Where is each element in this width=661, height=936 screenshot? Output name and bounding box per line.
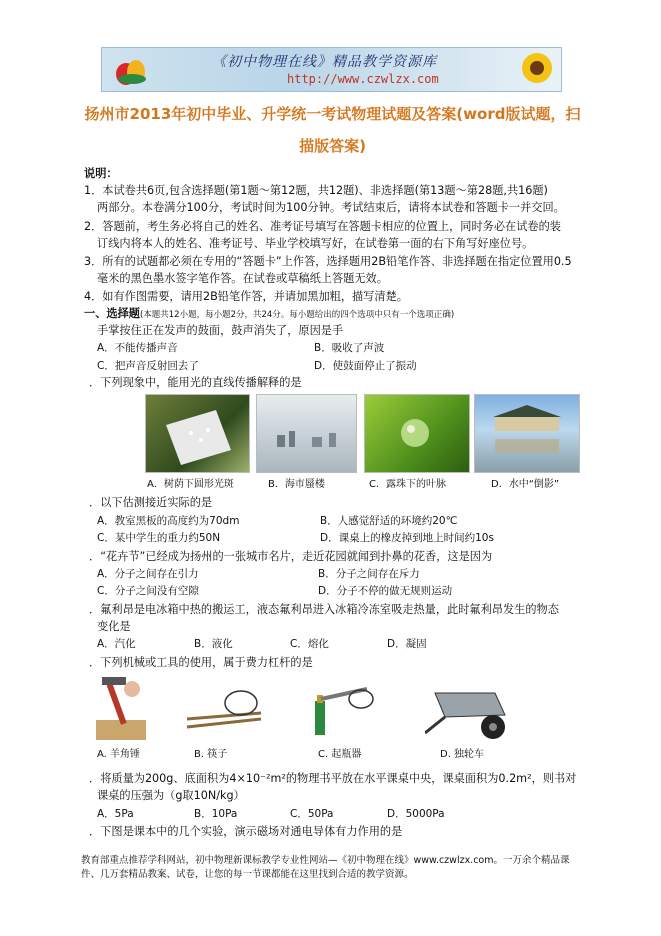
bottle-opener-icon bbox=[305, 685, 377, 737]
q5-stem: ．氟利昂是电冰箱中热的搬运工，液态氟利昂进入冰箱冷冻室吸走热量，此时氟利昂发生的物态 bbox=[89, 603, 559, 616]
section-detail: (本题共12小题，每小题2分，共24分。每小题给出的四个选项中只有一个选项正确) bbox=[139, 310, 455, 320]
q3-option-d[interactable]: D．课桌上的橡皮掉到地上时间约10s bbox=[320, 532, 494, 544]
q2-option-d[interactable]: D．水中“倒影” bbox=[491, 479, 560, 490]
q1-stem: 手掌按住正在发声的鼓面，鼓声消失了，原因是手 bbox=[97, 324, 344, 337]
section-label: 一、选择题 bbox=[84, 307, 140, 320]
q5-option-d[interactable]: D．凝固 bbox=[387, 638, 427, 650]
q4-option-a[interactable]: A．分子之间存在引力 bbox=[97, 568, 199, 580]
q4-stem: ．“花卉节”已经成为扬州的一张城市名片，走近花园就闻到扑鼻的花香，这是因为 bbox=[89, 550, 493, 563]
banner-url[interactable]: http://www.czwlzx.com bbox=[287, 72, 439, 86]
q7-option-b[interactable]: B．10Pa bbox=[194, 808, 238, 820]
water-reflection-photo bbox=[474, 394, 580, 473]
q6-option-b[interactable]: B. 筷子 bbox=[194, 749, 228, 760]
q4-option-d[interactable]: D．分子不停的做无规则运动 bbox=[318, 585, 453, 597]
note-1-cont: 两部分。本卷满分100分，考试时间为100分钟。考试结束后，请将本试卷和答题卡一并交回。 bbox=[97, 201, 565, 214]
q6-stem: ．下列机械或工具的使用，属于费力杠杆的是 bbox=[89, 656, 313, 669]
q5-stem-cont: 变化是 bbox=[97, 620, 131, 633]
q6-option-d[interactable]: D. 独轮车 bbox=[440, 749, 485, 760]
site-logo-icon bbox=[112, 52, 152, 87]
q4-option-c[interactable]: C．分子之间没有空隙 bbox=[97, 585, 199, 597]
q2-option-a[interactable]: A．树荫下圆形光斑 bbox=[147, 479, 234, 490]
q6-option-c[interactable]: C. 起瓶器 bbox=[318, 749, 362, 760]
q1-option-c[interactable]: C．把声音反射回去了 bbox=[97, 360, 199, 372]
q8-stem: ．下图是课本中的几个实验，演示磁场对通电导体有力作用的是 bbox=[89, 825, 403, 838]
dewdrop-leaf-photo bbox=[364, 394, 470, 473]
q7-option-c[interactable]: C．50Pa bbox=[290, 808, 334, 820]
sunflower-icon bbox=[519, 50, 555, 86]
page-title: 扬州市2013年初中毕业、升学统一考试物理试题及答案(word版试题，扫 bbox=[84, 105, 581, 123]
banner-title: 《初中物理在线》精品教学资源库 bbox=[212, 54, 437, 70]
site-banner bbox=[101, 47, 562, 92]
chopsticks-icon bbox=[183, 683, 263, 738]
q5-option-b[interactable]: B．液化 bbox=[194, 638, 233, 650]
q6-option-a[interactable]: A. 羊角锤 bbox=[97, 749, 141, 760]
q1-option-a[interactable]: A．不能传播声音 bbox=[97, 342, 178, 354]
note-3: 3．所有的试题都必须在专用的“答题卡”上作答，选择题用2B铅笔作答、非选择题在指定位置用0.5 bbox=[84, 255, 572, 268]
q7-stem-cont: 课桌的压强为（g取10N/kg） bbox=[97, 789, 245, 802]
mirage-photo bbox=[256, 394, 357, 473]
note-1: 1．本试卷共6页,包含选择题(第1题～第12题，共12题)、非选择题(第13题～第28题,共16题) bbox=[84, 184, 548, 197]
footer-line-2: 件、几万套精品教案、试卷，让您的每一节课都能在这里找到合适的教学资源。 bbox=[81, 869, 414, 880]
q3-option-a[interactable]: A．教室黑板的高度约为70dm bbox=[97, 515, 240, 527]
q5-option-c[interactable]: C．熔化 bbox=[290, 638, 329, 650]
q2-option-c[interactable]: C．露珠下的叶脉 bbox=[369, 479, 446, 490]
notes-heading: 说明： bbox=[84, 167, 118, 180]
wheelbarrow-icon bbox=[425, 683, 517, 743]
q7-option-d[interactable]: D．5000Pa bbox=[387, 808, 445, 820]
q3-option-b[interactable]: B．人感觉舒适的环境约20℃ bbox=[320, 515, 458, 527]
q7-stem: ．将质量为200g、底面积为4×10⁻²m²的物理书平放在水平课桌中央，课桌面积为0.2m²，则书对 bbox=[89, 772, 577, 785]
q1-option-d[interactable]: D．使鼓面停止了振动 bbox=[314, 360, 417, 372]
q3-option-c[interactable]: C．某中学生的重力约50N bbox=[97, 532, 221, 544]
q1-option-b[interactable]: B．吸收了声波 bbox=[314, 342, 385, 354]
q2-option-b[interactable]: B．海市蜃楼 bbox=[268, 479, 325, 490]
note-2: 2．答题前，考生务必将自己的姓名、准考证号填写在答题卡相应的位置上，同时务必在试卷的装 bbox=[84, 220, 561, 233]
footer-line-1: 教育部重点推荐学科网站，初中物理新课标教学专业性网站—《初中物理在线》www.czwlzx.com。一万余个精品课 bbox=[81, 855, 570, 866]
claw-hammer-icon bbox=[96, 675, 146, 740]
page-title-cont: 描版答案) bbox=[299, 137, 366, 155]
q2-stem: ．下列现象中，能用光的直线传播解释的是 bbox=[89, 376, 302, 389]
note-3-cont: 毫米的黑色墨水签字笔作答。在试卷或草稿纸上答题无效。 bbox=[97, 272, 388, 285]
q7-option-a[interactable]: A．5Pa bbox=[97, 808, 134, 820]
q5-option-a[interactable]: A．汽化 bbox=[97, 638, 136, 650]
note-4: 4．如有作图需要，请用2B铅笔作答，并请加黑加粗，描写清楚。 bbox=[84, 290, 408, 303]
q3-stem: ．以下估测接近实际的是 bbox=[89, 496, 213, 509]
q4-option-b[interactable]: B．分子之间存在斥力 bbox=[318, 568, 420, 580]
tree-shade-photo bbox=[145, 394, 250, 473]
note-2-cont: 订线内将本人的姓名、准考证号、毕业学校填写好，在试卷第一面的右下角写好座位号。 bbox=[97, 237, 534, 250]
